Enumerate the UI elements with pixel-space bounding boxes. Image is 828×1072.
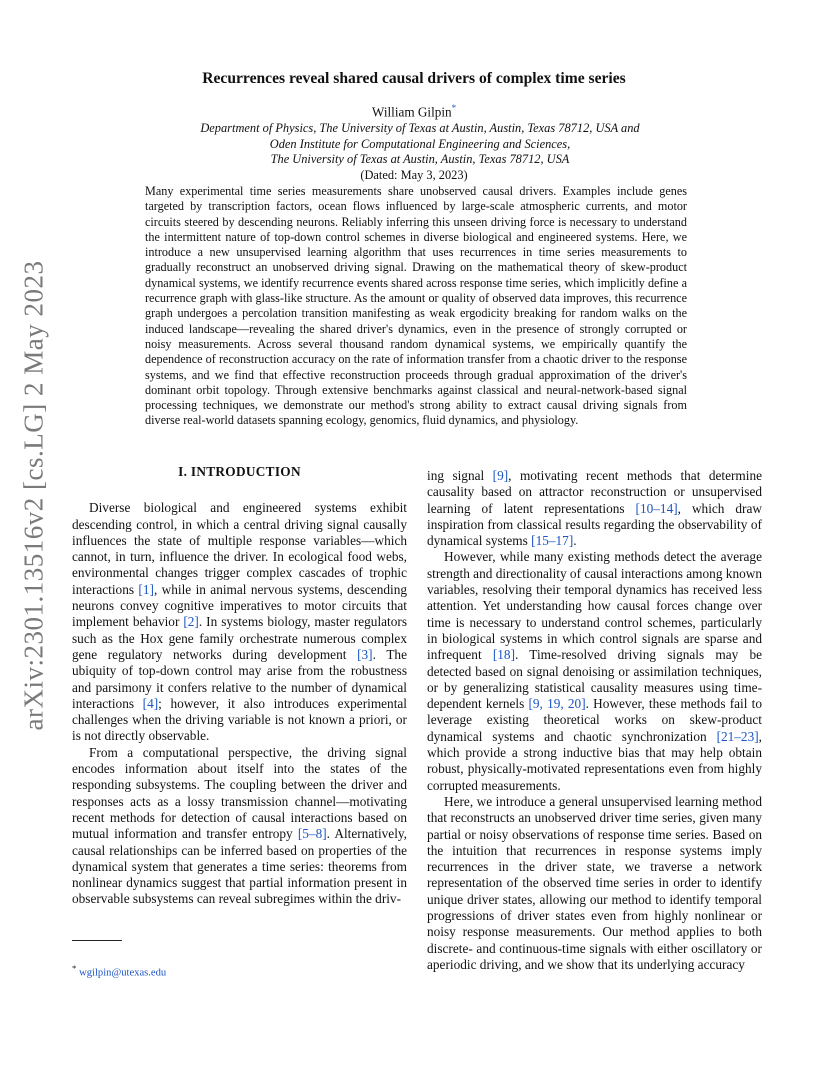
dated-line: (Dated: May 3, 2023) xyxy=(360,168,468,182)
citation-link[interactable]: [1] xyxy=(138,581,154,597)
left-column xyxy=(72,464,407,908)
paragraph xyxy=(72,745,407,908)
paper-title: Recurrences reveal shared causal drivers of complex time series xyxy=(202,70,626,87)
author-name: William Gilpin xyxy=(371,104,452,120)
email-link[interactable]: wgilpin@utexas.edu xyxy=(79,967,167,979)
arxiv-stamp xyxy=(16,260,52,730)
author-line xyxy=(0,103,828,120)
citation-link[interactable]: [10–14] xyxy=(635,500,678,516)
citation-link[interactable]: [2] xyxy=(183,614,199,630)
left-column-body xyxy=(72,500,407,907)
paragraph-text: . However, these methods fail to leverage existing theoretical works on skew-product dynamical systems and chaotic synchronization xyxy=(427,696,762,744)
citation-link[interactable]: [21–23] xyxy=(716,728,759,744)
paragraph-text: ing signal xyxy=(427,468,493,483)
paragraph-text: ; however, it also introduces experimental challenges when the driving variable is not known a priori, or is not directly observable. xyxy=(72,695,407,744)
paragraph-text: . Alternatively, causal relationships can be inferred based on properties of the dynamical system that generates a time series: theorems from nonlinear dynamics suggest that partial information present in observable subsystems can reveal subregimes within the driv- xyxy=(72,826,408,907)
right-column xyxy=(427,468,762,973)
paragraph-text: However, while many existing methods detect the average strength and directionality of causal interactions among known variables, resolving their temporal dynamics has received less attention. Yet understanding how causal forces change over time is necessary to understand control schemes, particularly in biological systems in which control signals are sparse and infrequent xyxy=(427,549,762,663)
citation-link[interactable]: [4] xyxy=(142,695,159,711)
paragraph-text: Diverse biological and engineered systems exhibit descending control, in which a central driving signal causally influences the state of multiple response variables—which cannot, in turn, influence the driver. In ecological food webs, environmental changes trigger complex cascades of trophic interactions xyxy=(72,500,407,597)
paragraph xyxy=(427,468,762,549)
footnote xyxy=(72,963,166,979)
citation-link[interactable]: [15–17] xyxy=(531,533,574,549)
paragraph-text: , which provide a strong inductive bias that may help obtain robust, physically-motivated representations even from highly corrupted measurements. xyxy=(427,728,762,793)
paragraph xyxy=(72,500,407,744)
footnote-rule xyxy=(72,940,122,941)
arxiv-stamp-text: arXiv:2301.13516v2 [cs.LG] 2 May 2023 xyxy=(18,260,49,730)
citation-link[interactable]: [9] xyxy=(492,468,509,483)
paragraph-text: . In systems biology, master regulators such as the Hox gene family orchestrate numerous complex gene regulatory networks during development xyxy=(72,614,407,662)
right-column-body xyxy=(427,468,762,973)
affiliation xyxy=(150,121,690,168)
paragraph-text: , motivating recent methods that determine causality based on attractor reconstruction or unsupervised learning of latent representations xyxy=(427,468,762,516)
affiliation-line-3: The University of Texas at Austin, Austin, Texas 78712, USA xyxy=(270,152,570,167)
paragraph-text: From a computational perspective, the driving signal encodes information about itself into the states of the responding subsystems. The coupling between the driver and responses acts as a lossy transmission channel—motivating recent methods for detection of causal interactions based on mutual information and transfer entropy xyxy=(72,744,407,842)
affiliation-line-2: Oden Institute for Computational Engineering and Sciences, xyxy=(269,136,571,151)
abstract: Many experimental time series measurements share unobserved causal drivers. Examples include genes targeted by transcription factors, ocean flows influenced by large-scale atmospheric currents, and motor circuits steered by descending neurons. Reliably inferring this unseen driving force is necessary to understand the intermittent nature of top-down control schemes in diverse biological and engineered systems. Here, we introduce a new unsupervised learning algorithm that uses recurrences in time series measurements to gradually reconstruct an unobserved driving signal. Drawing on the mathematical theory of skew-product dynamical systems, we identify recurrence events shared across response time series, which implicitly define a recurrence graph with glass-like structure. As the amount or quality of observed data improves, this recurrence graph undergoes a percolation transition manifesting as weak ergodicity breaking for random walks on the induced landscape—revealing the shared driver's dynamics, even in the presence of strongly corrupted or noisy measurements. Across several thousand random dynamical systems, we empirically quantify the dependence of reconstruction accuracy on the rate of information transfer from a chaotic driver to the response systems, and we find that effective reconstruction proceeds through gradual approximation of the driver's dominant orbit topology. Through extensive benchmarks against classical and neural-network-based signal processing techniques, we demonstrate our method's strong ability to extract causal driving signals from diverse real-world datasets spanning ecology, genomics, fluid dynamics, and physiology. xyxy=(145,184,687,428)
paragraph xyxy=(427,549,762,793)
citation-link[interactable]: [5–8] xyxy=(297,826,327,842)
citation-link[interactable]: [18] xyxy=(492,647,516,663)
paragraph-text: , which draw inspiration from classical results regarding the observability of dynamical systems xyxy=(427,500,762,549)
paragraph-text: , while in animal nervous systems, descending neurons convey cognitive imperatives to motor circuits that implement behavior xyxy=(72,581,407,630)
paragraph-text: Here, we introduce a general unsupervised learning method that reconstructs an unobserved driver time series, given many partial or noisy observations of response time series. Based on the intuition that recurrences in response systems imply recurrences in the driver state, we traverse a network representation of the observed time series in order to identify unique driver states, allowing our method to identify temporal progressions of driver states even from highly nonlinear or noisy response measurements. Our method applies to both discrete- and continuous-time signals with either oscillatory or aperiodic driving, and we show that its underlying accuracy xyxy=(427,793,762,972)
citation-link[interactable]: [9, 19, 20] xyxy=(528,696,586,712)
citation-link[interactable]: [3] xyxy=(357,646,373,662)
footnote-mark: * xyxy=(72,963,77,973)
author-footnote-mark[interactable]: * xyxy=(451,103,457,113)
paragraph-text: . Time-resolved driving signals may be detected based on signal denoising or assimilation techniques, or by generalizing statistical causality measures using time-dependent kernels xyxy=(427,647,763,712)
affiliation-line-1: Department of Physics, The University of Texas at Austin, Austin, Texas 78712, USA and xyxy=(200,121,640,135)
paragraph-text: . The ubiquity of top-down control may arise from the robustness and parsimony it confers relative to the number of dynamical interactions xyxy=(72,646,407,711)
paragraph xyxy=(427,794,762,973)
section-heading: I. INTRODUCTION xyxy=(178,464,301,479)
paragraph-text: . xyxy=(573,533,577,549)
